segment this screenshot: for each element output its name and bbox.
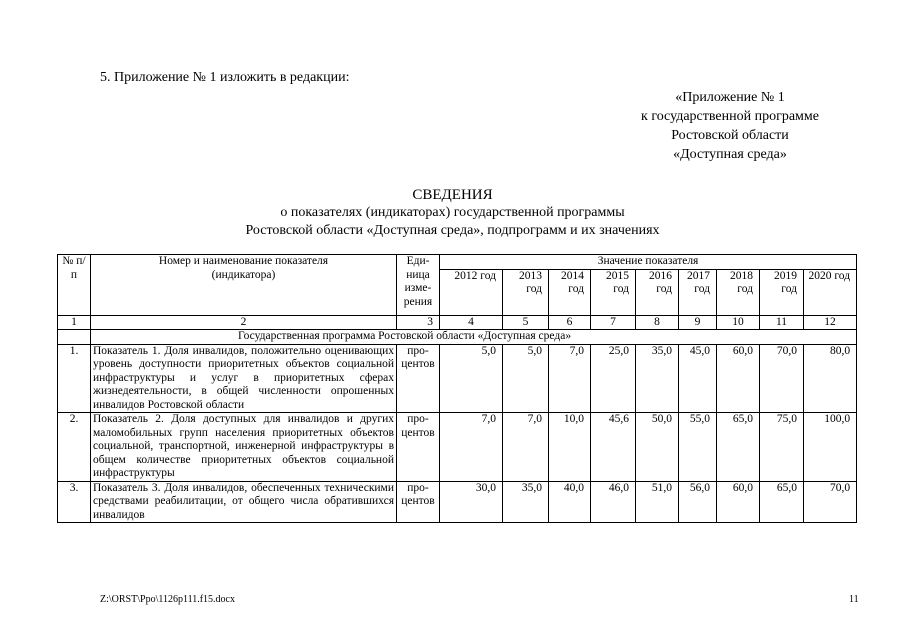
- column-number: 1: [58, 315, 91, 330]
- header-year: 2018 год: [717, 269, 760, 315]
- appendix-reference: [560, 88, 900, 164]
- row-value: 45,6: [591, 413, 636, 482]
- row-value: 7,0: [440, 413, 503, 482]
- row-value: 46,0: [591, 481, 636, 523]
- header-year: 2019 год: [760, 269, 804, 315]
- header-year: 2015 год: [591, 269, 636, 315]
- row-name: Показатель 2. Доля доступных для инвалидов и других маломобильных групп населения приоритетных объектов социальной, транспортной, инженерной инфраструктуры в общем количестве приоритетных объектов социальной инфраструктуры: [91, 413, 397, 482]
- section-title: Государственная программа Ростовской области «Доступная среда»: [91, 330, 857, 345]
- row-value: 35,0: [503, 481, 549, 523]
- table-header-row: [58, 255, 857, 270]
- row-value: 55,0: [679, 413, 717, 482]
- intro-text: 5. Приложение № 1 изложить в редакции:: [100, 70, 350, 85]
- row-unit: про-центов: [397, 413, 440, 482]
- row-num: 2.: [58, 413, 91, 482]
- row-value: 75,0: [760, 413, 804, 482]
- appendix-line: «Доступная среда»: [673, 147, 787, 162]
- row-name: Показатель 1. Доля инвалидов, положительно оценивающих уровень доступности приоритетных объектов социальной инфраструктуры и услуг в приоритетных сферах жизнедеятельности, в общей численности опрошенных инвалидов Ростовской области: [91, 344, 397, 413]
- heading-line: Ростовской области «Доступная среда», подпрограмм и их значениях: [245, 223, 660, 238]
- header-year: 2012 год: [440, 269, 503, 315]
- header-year: 2020 год: [804, 269, 857, 315]
- row-num: 3.: [58, 481, 91, 523]
- row-unit: про-центов: [397, 344, 440, 413]
- row-value: 5,0: [440, 344, 503, 413]
- row-value: 35,0: [636, 344, 679, 413]
- row-value: 30,0: [440, 481, 503, 523]
- document-heading: [0, 186, 905, 240]
- row-value: 60,0: [717, 481, 760, 523]
- header-unit: Еди-ница изме-рения: [397, 255, 440, 316]
- indicators-table: [57, 254, 857, 523]
- table-row: [58, 413, 857, 482]
- column-number: 10: [717, 315, 760, 330]
- header-year: 2013 год: [503, 269, 549, 315]
- row-value: 51,0: [636, 481, 679, 523]
- column-number: 2: [91, 315, 397, 330]
- row-value: 7,0: [549, 344, 591, 413]
- row-value: 65,0: [717, 413, 760, 482]
- header-name: Номер и наименование показателя (индикатора): [91, 255, 397, 316]
- header-year: 2014 год: [549, 269, 591, 315]
- column-number: 3: [397, 315, 440, 330]
- column-number: 6: [549, 315, 591, 330]
- appendix-line: «Приложение № 1: [675, 90, 785, 105]
- row-value: 70,0: [760, 344, 804, 413]
- row-value: 56,0: [679, 481, 717, 523]
- header-values: Значение показателя: [440, 255, 857, 270]
- column-number: 7: [591, 315, 636, 330]
- row-value: 80,0: [804, 344, 857, 413]
- section-row: [58, 330, 857, 345]
- row-value: 100,0: [804, 413, 857, 482]
- heading-line: о показателях (индикаторах) государственной программы: [280, 205, 625, 220]
- row-value: 70,0: [804, 481, 857, 523]
- heading-title: СВЕДЕНИЯ: [412, 187, 493, 203]
- table-row: [58, 344, 857, 413]
- column-number: 5: [503, 315, 549, 330]
- row-value: 10,0: [549, 413, 591, 482]
- header-year: 2016 год: [636, 269, 679, 315]
- column-number: 9: [679, 315, 717, 330]
- column-number: 11: [760, 315, 804, 330]
- row-value: 65,0: [760, 481, 804, 523]
- column-number: 4: [440, 315, 503, 330]
- file-path: Z:\ORST\Ppo\1126p111.f15.docx: [100, 594, 235, 605]
- row-value: 60,0: [717, 344, 760, 413]
- header-num: № п/п: [58, 255, 91, 316]
- row-num: 1.: [58, 344, 91, 413]
- page-number: 11: [849, 594, 859, 605]
- table-row: [58, 481, 857, 523]
- row-value: 40,0: [549, 481, 591, 523]
- row-value: 25,0: [591, 344, 636, 413]
- row-value: 45,0: [679, 344, 717, 413]
- row-value: 50,0: [636, 413, 679, 482]
- appendix-line: Ростовской области: [671, 128, 789, 143]
- row-unit: про-центов: [397, 481, 440, 523]
- row-value: 7,0: [503, 413, 549, 482]
- column-number: 12: [804, 315, 857, 330]
- column-number-row: [58, 315, 857, 330]
- column-number: 8: [636, 315, 679, 330]
- appendix-line: к государственной программе: [641, 109, 819, 124]
- header-year: 2017 год: [679, 269, 717, 315]
- row-value: 5,0: [503, 344, 549, 413]
- row-name: Показатель 3. Доля инвалидов, обеспеченных техническими средствами реабилитации, от общего числа обратившихся инвалидов: [91, 481, 397, 523]
